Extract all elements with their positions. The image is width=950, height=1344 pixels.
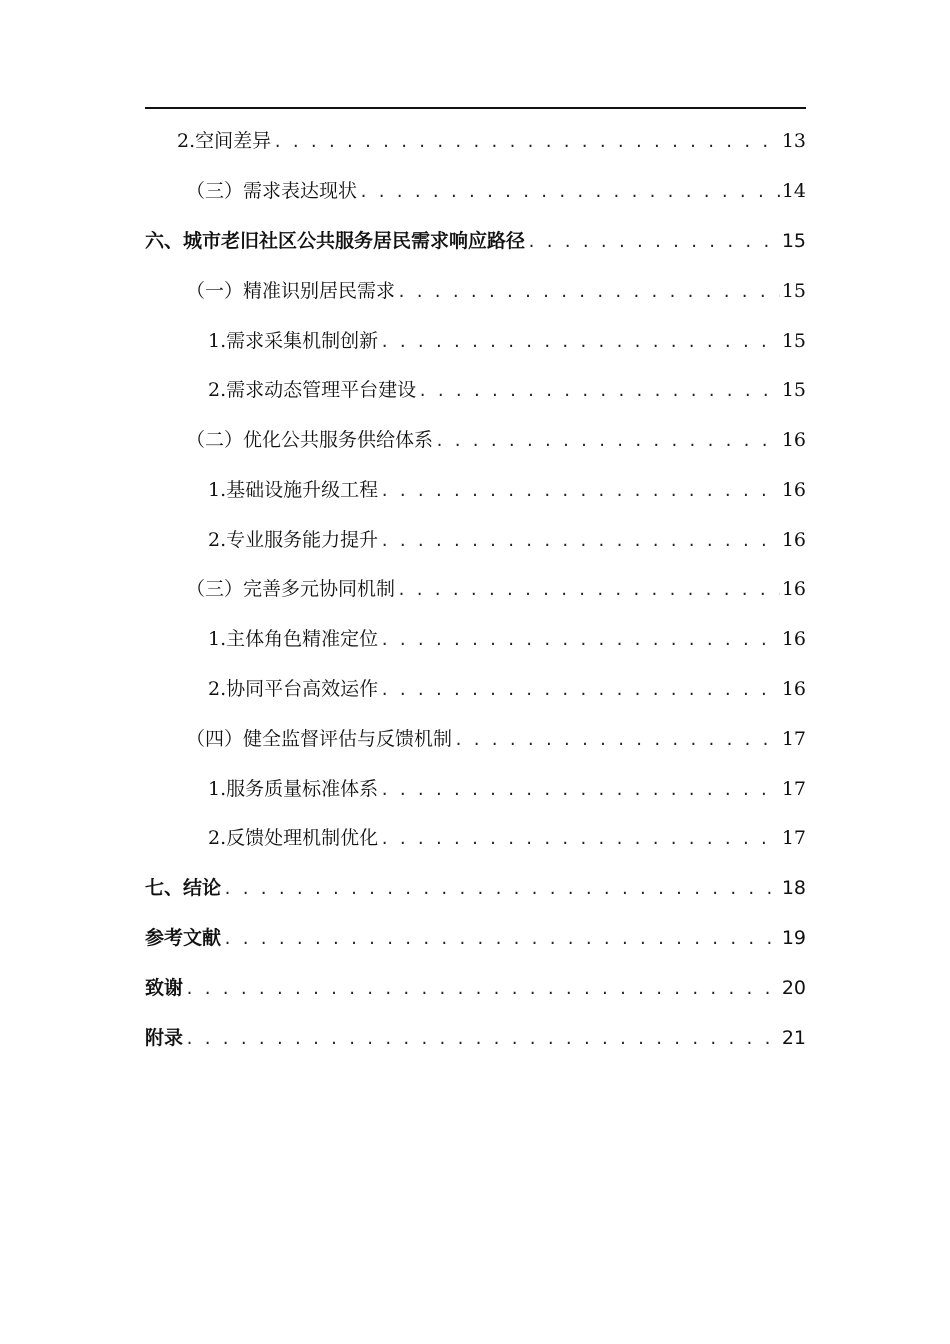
toc-entry[interactable] bbox=[145, 873, 806, 903]
toc-entry-title: 六、城市老旧社区公共服务居民需求响应路径 bbox=[145, 230, 526, 252]
toc-page-number: 17 bbox=[781, 827, 806, 849]
toc-leader-dots bbox=[380, 624, 780, 654]
toc-leader-dots bbox=[380, 475, 780, 505]
toc-page-number: 15 bbox=[781, 379, 806, 401]
toc-entry[interactable] bbox=[208, 823, 806, 853]
toc-entry-title: 1.需求采集机制创新 bbox=[208, 330, 379, 352]
toc-entry-title: 2.需求动态管理平台建设 bbox=[208, 379, 417, 401]
toc-leader-dots bbox=[223, 873, 780, 903]
toc-page-number: 17 bbox=[781, 728, 806, 750]
toc-entry[interactable] bbox=[186, 276, 806, 306]
toc-entry-title: 参考文献 bbox=[145, 927, 222, 949]
toc-page-number: 15 bbox=[781, 330, 806, 352]
toc-page-number: 14 bbox=[781, 180, 806, 202]
toc-page-number: 16 bbox=[781, 628, 806, 650]
toc-entry[interactable] bbox=[186, 724, 806, 754]
toc-leader-dots bbox=[273, 126, 780, 156]
toc-entry-title: 2.协同平台高效运作 bbox=[208, 678, 379, 700]
toc-leader-dots bbox=[435, 425, 780, 455]
toc-leader-dots bbox=[223, 923, 780, 953]
toc-entry[interactable] bbox=[208, 375, 806, 405]
toc-entry[interactable] bbox=[208, 674, 806, 704]
header-rule bbox=[145, 107, 806, 109]
toc-leader-dots bbox=[380, 823, 780, 853]
toc-entry-title: 附录 bbox=[145, 1027, 184, 1049]
toc-leader-dots bbox=[380, 674, 780, 704]
toc-entry-title: （四）健全监督评估与反馈机制 bbox=[186, 728, 453, 750]
toc-entry[interactable] bbox=[145, 1023, 806, 1053]
toc-entry[interactable] bbox=[186, 176, 806, 206]
toc-entry[interactable] bbox=[208, 774, 806, 804]
toc-entry[interactable] bbox=[145, 973, 806, 1003]
toc-page-number: 15 bbox=[781, 280, 806, 302]
toc-entry-title: 2.反馈处理机制优化 bbox=[208, 827, 379, 849]
toc-page-number: 16 bbox=[781, 429, 806, 451]
toc-leader-dots bbox=[454, 724, 780, 754]
toc-entry-title: （三）需求表达现状 bbox=[186, 180, 358, 202]
toc-entry-title: 七、结论 bbox=[145, 877, 222, 899]
toc-page-number: 20 bbox=[781, 977, 806, 999]
toc-page-number: 16 bbox=[781, 678, 806, 700]
toc-entry[interactable] bbox=[208, 326, 806, 356]
toc-page-number: 17 bbox=[781, 778, 806, 800]
toc-page-number: 16 bbox=[781, 529, 806, 551]
toc-leader-dots bbox=[380, 525, 780, 555]
toc-leader-dots bbox=[397, 574, 780, 604]
toc-page-number: 18 bbox=[781, 877, 806, 899]
toc-leader-dots bbox=[380, 326, 780, 356]
toc-leader-dots bbox=[397, 276, 780, 306]
toc-entry-title: （三）完善多元协同机制 bbox=[186, 578, 396, 600]
toc-entry[interactable] bbox=[186, 574, 806, 604]
toc-page-number: 15 bbox=[781, 230, 806, 252]
toc-entry-title: 2.专业服务能力提升 bbox=[208, 529, 379, 551]
toc-page-number: 21 bbox=[781, 1027, 806, 1049]
toc-entry[interactable] bbox=[145, 226, 806, 256]
toc-entry[interactable] bbox=[208, 624, 806, 654]
toc-entry[interactable] bbox=[208, 525, 806, 555]
toc-page-number: 16 bbox=[781, 479, 806, 501]
toc-leader-dots bbox=[527, 226, 780, 256]
toc-page-number: 19 bbox=[781, 927, 806, 949]
toc-page-number: 13 bbox=[781, 130, 806, 152]
toc-leader-dots bbox=[418, 375, 780, 405]
toc-entry-title: 1.基础设施升级工程 bbox=[208, 479, 379, 501]
toc-entry-title: 1.服务质量标准体系 bbox=[208, 778, 379, 800]
toc-entry[interactable] bbox=[177, 126, 806, 156]
toc-page-number: 16 bbox=[781, 578, 806, 600]
toc-entry-title: （一）精准识别居民需求 bbox=[186, 280, 396, 302]
toc-entry-title: 致谢 bbox=[145, 977, 184, 999]
toc-leader-dots bbox=[359, 176, 780, 206]
toc-entry-title: 1.主体角色精准定位 bbox=[208, 628, 379, 650]
toc-entry[interactable] bbox=[145, 923, 806, 953]
toc-entry-title: 2.空间差异 bbox=[177, 130, 272, 152]
toc-entry-title: （二）优化公共服务供给体系 bbox=[186, 429, 434, 451]
toc-leader-dots bbox=[185, 973, 780, 1003]
toc-leader-dots bbox=[185, 1023, 780, 1053]
toc-entry[interactable] bbox=[208, 475, 806, 505]
toc-entry[interactable] bbox=[186, 425, 806, 455]
toc-leader-dots bbox=[380, 774, 780, 804]
